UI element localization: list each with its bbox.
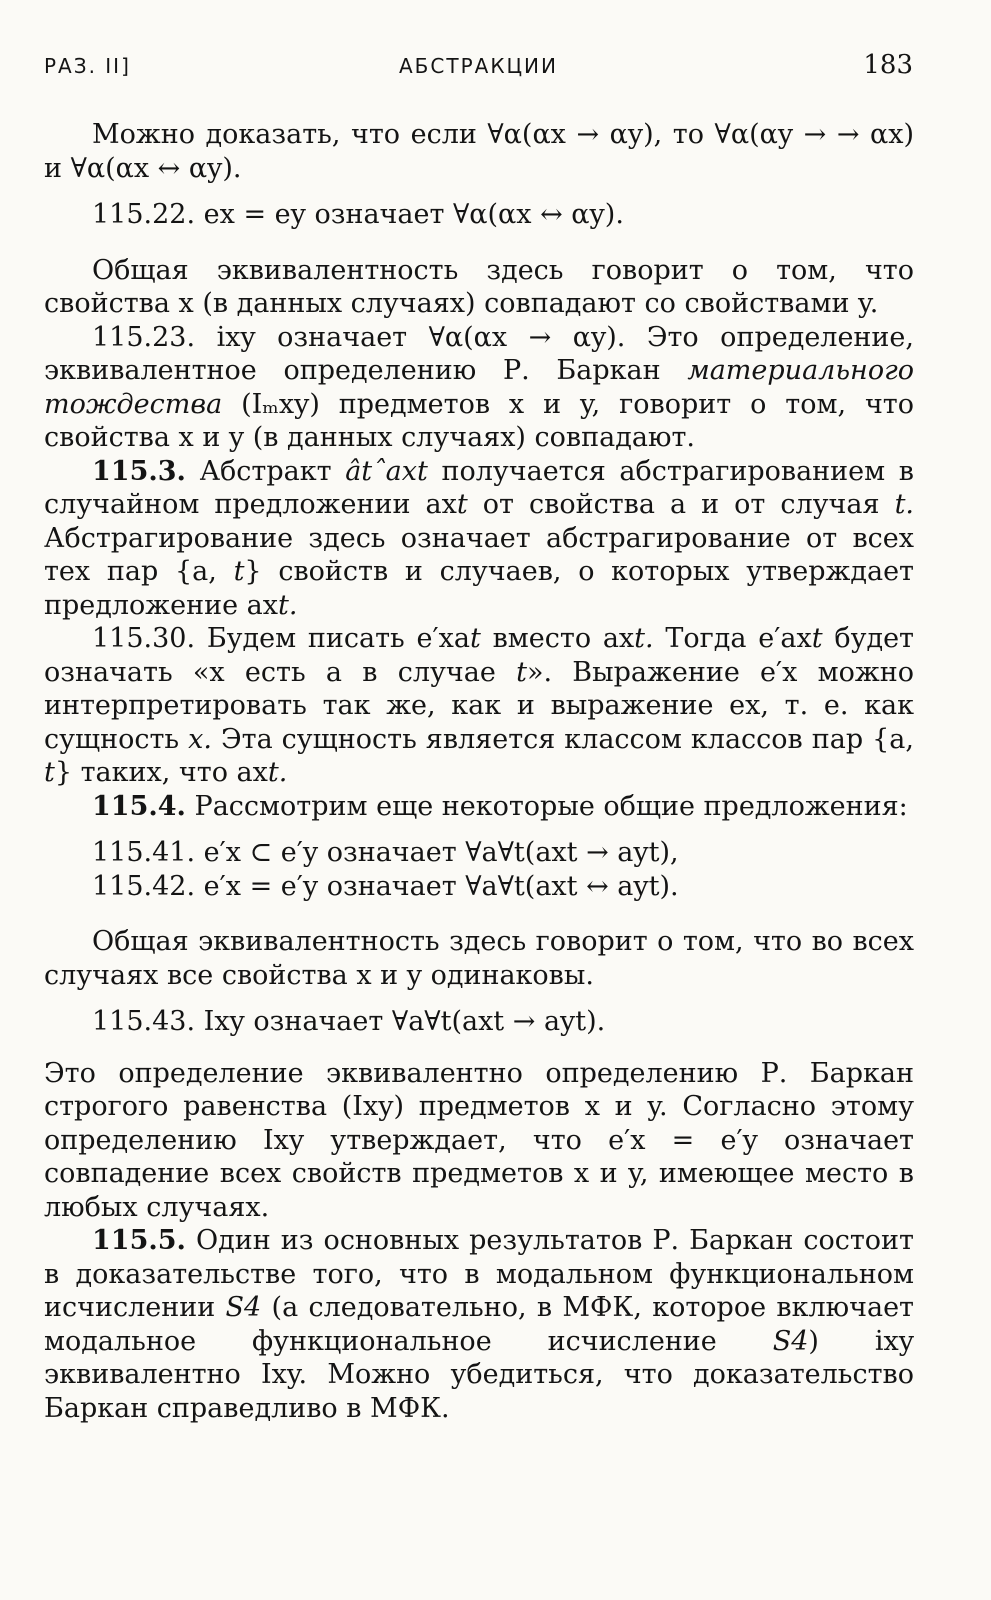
- item-number: 115.23.: [92, 321, 196, 353]
- section-marker: РАЗ. II]: [44, 54, 131, 78]
- formula: Ixy означает ∀a∀t(axt → ayt).: [203, 1006, 606, 1037]
- var-t: t: [44, 757, 55, 788]
- page-number: 183: [863, 50, 913, 80]
- definition-115-42: [44, 870, 914, 904]
- formula: e′x = e′y означает ∀a∀t(axt ↔ ayt).: [203, 870, 679, 902]
- var-t: t.: [894, 489, 914, 520]
- var-x: x.: [188, 723, 212, 755]
- abstract-term: âtˆaxt: [345, 455, 428, 487]
- section-number: 115.4.: [92, 790, 186, 822]
- var-t: t: [811, 623, 823, 654]
- definition-115-23: [44, 321, 914, 455]
- text: ». Выражение e′x можно интерпретировать так же, как и выражение ex, т. е. как сущность: [44, 656, 914, 755]
- text: Эта сущность является классом классов пар {a,: [220, 723, 914, 755]
- text: (Iₘxy) предметов x и y, говорит о том, что свойства x и y (в данных случаях) совпадают.: [44, 388, 914, 453]
- calculus-s4: S4: [225, 1292, 262, 1323]
- text: Рассмотрим еще некоторые общие предложения:: [194, 790, 908, 822]
- text: (а следовательно, в МФК, которое включает модальное функциональное исчисление: [44, 1292, 914, 1357]
- definition-115-41: [44, 836, 914, 870]
- text: Будем писать e′xa: [206, 623, 470, 654]
- definition-115-43: [44, 1005, 914, 1039]
- page-body: [44, 118, 914, 1425]
- running-header: [44, 50, 913, 86]
- calculus-s4: S4: [772, 1325, 809, 1357]
- section-115-4: [44, 790, 914, 824]
- text: ixy означает ∀α(αx → αy). Это определение, эквивалентное определению Р. Баркан: [44, 321, 914, 386]
- text: от свойства a и от случая: [482, 489, 880, 520]
- text: } таких, что ax: [54, 757, 268, 788]
- var-t: t: [516, 656, 527, 688]
- var-t: t: [469, 623, 481, 654]
- text: Абстракт: [199, 455, 332, 487]
- text: получается абстрагированием в случайном предложении ax: [44, 455, 914, 520]
- definition-115-22: [44, 198, 914, 232]
- var-t: t: [456, 489, 468, 520]
- var-t: t: [233, 556, 245, 587]
- item-number: 115.30.: [92, 623, 196, 654]
- item-number: 115.42.: [92, 870, 196, 902]
- section-115-3: [44, 455, 914, 623]
- text: ) ixy эквивалентно Ixy. Можно убедиться, что доказательство Баркан справедливо в МФК.: [44, 1325, 915, 1424]
- paragraph-equivalence-2: Общая эквивалентность здесь говорит о том, что во всех случаях все свойства x и y одинаковы.: [44, 926, 914, 991]
- formula: ex = ey означает ∀α(αx ↔ αy).: [203, 199, 624, 230]
- paragraph-strict-equality: Это определение эквивалентно определению Р. Баркан строгого равенства (Ixy) предметов x и y. Согласно этому определению Ixy утверждает, что e′x = e′y означает совпадение всех свойств предметов x и y, имеющее место в любых случаях.: [44, 1057, 914, 1223]
- text: Абстрагирование здесь означает абстрагирование от всех тех пар {a,: [44, 522, 914, 587]
- text: } свойств и случаев, о которых утверждает предложение ax: [44, 556, 914, 621]
- item-number: 115.22.: [92, 199, 196, 230]
- section-number: 115.5.: [92, 1225, 186, 1256]
- text: Один из основных результатов Р. Баркан состоит в доказательстве того, что в модальном функциональном исчислении: [44, 1225, 914, 1323]
- var-t: t.: [267, 757, 288, 788]
- text: вместо ax: [492, 623, 635, 654]
- text: Тогда e′ax: [665, 623, 812, 654]
- definition-115-30: [44, 622, 914, 790]
- formula: e′x ⊂ e′y означает ∀a∀t(axt → ayt),: [203, 837, 679, 868]
- paragraph-intro: Можно доказать, что если ∀α(αx → αy), то ∀α(αy → → αx) и ∀α(αx ↔ αy).: [44, 119, 914, 184]
- item-number: 115.41.: [92, 837, 196, 868]
- section-number: 115.3.: [92, 455, 186, 487]
- paragraph-equivalence-1: Общая эквивалентность здесь говорит о том, что свойства x (в данных случаях) совпадают со свойствами y.: [44, 254, 914, 319]
- running-title: АБСТРАКЦИИ: [399, 54, 558, 78]
- section-115-5: [44, 1224, 914, 1425]
- emphasis: материального тождества: [44, 355, 914, 420]
- var-t: t.: [277, 589, 298, 621]
- var-t: t.: [634, 623, 654, 654]
- text: будет означать «x есть a в случае: [44, 623, 914, 688]
- item-number: 115.43.: [92, 1006, 196, 1037]
